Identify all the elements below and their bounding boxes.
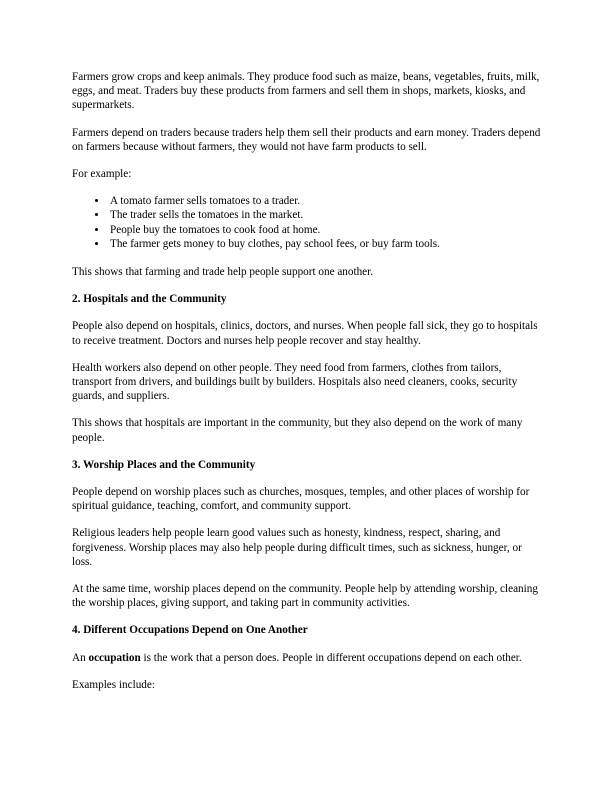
list-item: • The farmer gets money to buy clothes, pay school fees, or buy farm tools. [108,237,542,251]
worship-paragraph: People depend on worship places such as churches, mosques, temples, and other places of worship for spiritual guidance, teaching, comfort, and community support. [72,486,530,513]
hospitals-heading: 2. Hospitals and the Community [72,293,227,306]
religious-leaders-paragraph: Religious leaders help people learn good values such as honesty, kindness, respect, sharing, and forgiveness. Worship places may also help people during difficult times, such as sickness, hunger, or loss. [72,527,522,568]
occupation-pre: An [72,651,89,664]
example-list [72,194,542,251]
health-workers-paragraph: Health workers also depend on other people. They need food from farmers, clothes from tailors, transport from drivers, and buildings built by builders. Hospitals also need cleaners, cooks, security guards, and suppliers. [72,361,518,403]
list-item: • A tomato farmer sells tomatoes to a trader. [108,194,542,208]
examples-include: Examples include: [72,678,155,691]
list-item: • The trader sells the tomatoes in the market. [108,208,542,222]
hospitals-summary: This shows that hospitals are important in the community, but they also depend on the work of many people. [72,417,523,444]
traders-paragraph: Farmers depend on traders because traders help them sell their products and earn money. Traders depend on farmers because without farmers, they would not have farm products to sell. [72,126,541,153]
farming-trade-summary: This shows that farming and trade help people support one another. [72,266,374,279]
farmers-paragraph: Farmers grow crops and keep animals. They produce food such as maize, beans, vegetables, fruits, milk, eggs, and meat. Traders buy these products from farmers and sell them in shops, markets, kiosks, and supermarkets. [72,71,540,112]
for-example-paragraph: For example: [72,168,132,181]
occupation-post: is the work that a person does. People in different occupations depend on each other. [140,651,522,664]
occupation-term: occupation [88,651,141,664]
occupation-definition [72,651,542,665]
hospitals-paragraph: People also depend on hospitals, clinics, doctors, and nurses. When people fall sick, they go to hospitals to receive treatment. Doctors and nurses help people recover and stay healthy. [72,320,538,347]
list-item: • People buy the tomatoes to cook food at home. [108,223,542,237]
worship-community-paragraph: At the same time, worship places depend on the community. People help by attending worship, cleaning the worship places, giving support, and taking part in community activities. [72,583,538,610]
worship-heading: 3. Worship Places and the Community [72,458,256,471]
occupations-heading: 4. Different Occupations Depend on One Another [72,624,308,637]
